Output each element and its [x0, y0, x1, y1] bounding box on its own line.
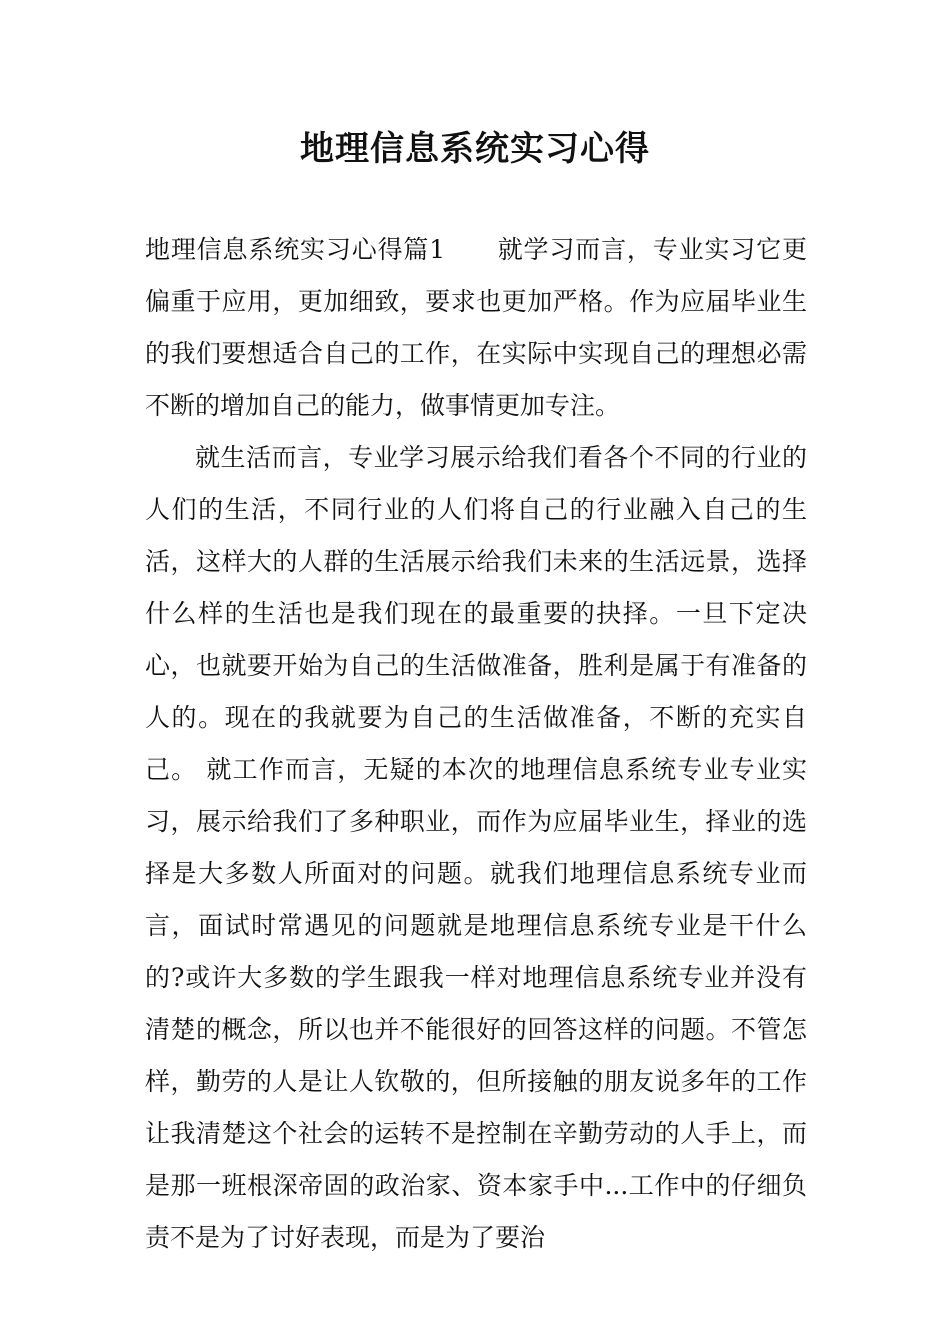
paragraph-1: 地理信息系统实习心得篇1 就学习而言，专业实习它更偏重于应用，更加细致，要求也更加严格。作为应届毕业生的我们要想适合自己的工作，在实际中实现自己的理想必需不断的增加自己的能力，做事情更加专注。: [145, 235, 807, 420]
document-title: 地理信息系统实习心得: [300, 129, 650, 169]
paragraph-2: 就生活而言，专业学习展示给我们看各个不同的行业的人们的生活，不同行业的人们将自己的行业融入自己的生活，这样大的人群的生活展示给我们未来的生活远景，选择什么样的生活也是我们现在的最重要的抉择。一旦下定决心，也就要开始为自己的生活做准备，胜利是属于有准备的人的。现在的我就要为自己的生活做准备，不断的充实自己。 就工作而言，无疑的本次的地理信息系统专业专业实习，展示给我们了多种职业，而作为应届毕业生，择业的选择是大多数人所面对的问题。就我们地理信息系统专业而言，面试时常遇见的问题就是地理信息系统专业是干什么的?或许大多数的学生跟我一样对地理信息系统专业并没有清楚的概念，所以也并不能很好的回答这样的问题。不管怎样，勤劳的人是让人钦敬的，但所接触的朋友说多年的工作让我清楚这个社会的运转不是控制在辛勤劳动的人手上，而是那一班根深帝固的政治家、资本家手中...工作中的仔细负责不是为了讨好表现，而是为了要治: [145, 443, 807, 1252]
document-body: [145, 224, 807, 1264]
